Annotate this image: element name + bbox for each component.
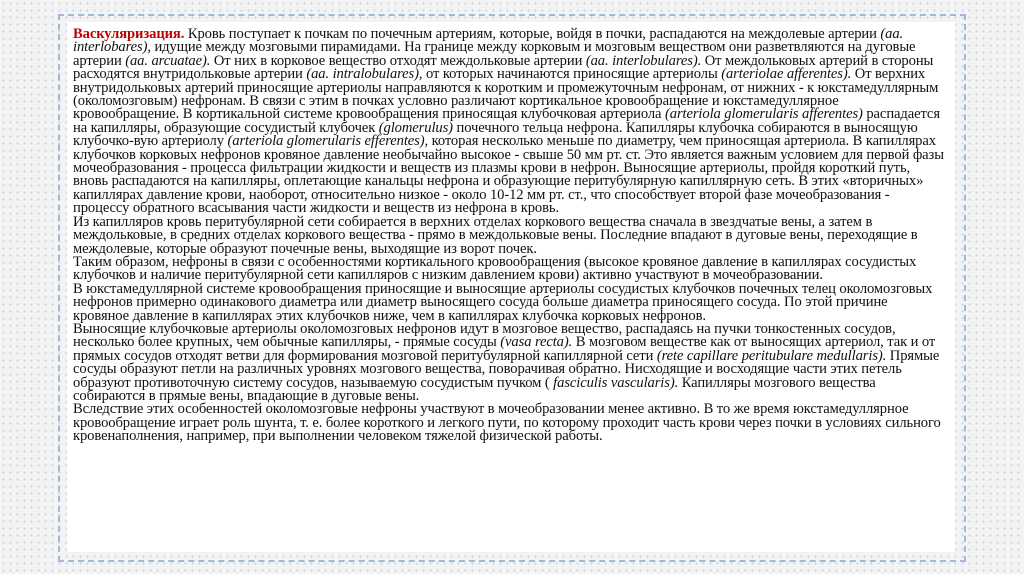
latin-term: (aa. interlobares) [73,26,904,56]
paragraph [73,403,947,443]
latin-term: (rete capillare peritubulare medullaris). [656,347,887,364]
text-run: Капилляры мозгового вещества собираются в прямые вены, впадающие в дуговые вены. [73,374,876,404]
text-run: Из капилляров кровь перитубулярной сети собирается в верхних отделах коркового вещества сначала в звездчатые вены, а затем в междольковые, в средних отделах коркового вещества - прямо в междольковые вены. Последние впадают в дуговые вены, переходящие в междолевые, которые образуют почечные вены, выходящие из ворот почек. [73,213,918,257]
latin-term: (aa. interlobulares). [585,52,702,69]
text-run: Выносящие клубочковые артериолы околомозговых нефронов идут в мозговое вещество, распадаясь на пучки тонкостенных сосудов, несколько более крупных, чем обычные капилляры, - прямые сосуды [73,320,896,351]
latin-term: (glomerulus) [378,119,453,136]
text-run: Вследствие этих особенностей околомозговые нефроны участвуют в мочеобразовании менее активно. В то же время юкстамедуллярное кровообращение играет роль шунта, т. е. более короткого и легкого пути, по которому проходит часть крови через почки в условиях сильного кровенаполнения, например, при выполнении человеком тяжелой физической работы. [73,401,941,445]
text-run: В юкстамедуллярной системе кровообращения приносящие и выносящие артериолы сосудистых клубочков почечных телец околомозговых нефронов примерно одинакового диаметра или диаметр выносящего сосуда больше диаметра приносящего сосуда. По этой причине кровяное давление в капиллярах этих клубочков ниже, чем в капиллярах клубочка корковых нефронов. [73,280,933,324]
latin-term: (aa. intralobulares) [306,66,419,83]
text-run: От междольковых артерий в стороны расходятся внутридольковые артерии [73,52,934,83]
latin-term: (aa. arcuatae). [125,52,211,69]
latin-term: (arteriola glomerularis afferentes) [664,106,863,123]
latin-term: (arteriola glomerularis efferentes), [227,133,429,150]
text-run: От верхних внутридольковых артерий приносящие артериолы направляются к коротким и промежуточным нефронам, от нижних - к юкстамедуллярным (околомозговым) нефронам. В связи с этим в почках условно различают кортикальное кровообращение и юкстамедуллярное кровообращение. В кортикальной системе кровообращения приносящая клубочковая артериола [73,66,939,123]
text-run: От них в корковое вещество отходят междольковые артерии [210,52,586,69]
section-heading: Васкуляризация. [73,26,185,42]
text-run: почечного тельца нефрона. Капилляры клубочка собираются в выносящую клубочко-вую артериолу [73,119,918,150]
text-run: В мозговом веществе как от выносящих артериол, так и от прямых сосудов отходят ветви для формирования мозговой перитубулярной капиллярной сети [73,334,936,364]
text-run: которая несколько меньше по диаметру, чем приносящая артериола. В капиллярах клубочков корковых нефронов кровяное давление необычайно высокое - свыше 50 мм рт. ст. Это является важным условием для первой фазы мочеобразования - процесса фильтрации жидкости и веществ из плазмы крови в нефрон. Выносящие артериолы, пройдя короткий путь, вновь распадаются на капилляры, оплетающие канальцы нефрона и образующие перитубулярную капиллярную сеть. В этих «вторичных» капиллярах давление крови, наоборот, относительно низкое - около 10-12 мм рт. ст., что способствует второй фазе мочеобразования - процессу обратного всасывания части жидкости и веществ из нефрона в кровь. [73,133,944,217]
paragraph [73,280,947,324]
latin-term: fasciculis vascularis). [553,374,679,391]
paragraph [73,28,947,216]
paragraph [73,213,947,257]
text-run: Прямые сосуды образуют петли на различных уровнях мозгового вещества, поворачивая обратно. Нисходящие и восходящие части этих петель образуют противоточную систему сосудов, называемую сосудистым пучком ( [73,347,940,391]
paragraph [73,253,947,284]
text-run: распадается на капилляры, образующие сосудистый клубочек [73,106,940,136]
paragraph [73,320,947,404]
latin-term: (arteriolae afferentes). [721,66,852,83]
text-box [67,22,955,552]
text-run: Таким образом, нефроны в связи с особенностями кортикального кровообращения (высокое кровяное давление в капиллярах сосудистых клубочков и наличие перитубулярной сети капилляров с низким давлением крови) активно участвуют в мочеобразовании. [73,253,917,284]
latin-term: (vasa recta). [500,334,573,351]
text-run: , идущие между мозговыми пирамидами. На границе между корковым и мозговым веществом они разветвляются на дуговые артерии [73,39,916,69]
text-run: , от которых начинаются приносящие артериолы [418,66,722,83]
text-run: Кровь поступает к почкам по почечным артериям, которые, войдя в почки, распадаются на междолевые артерии [184,26,881,42]
